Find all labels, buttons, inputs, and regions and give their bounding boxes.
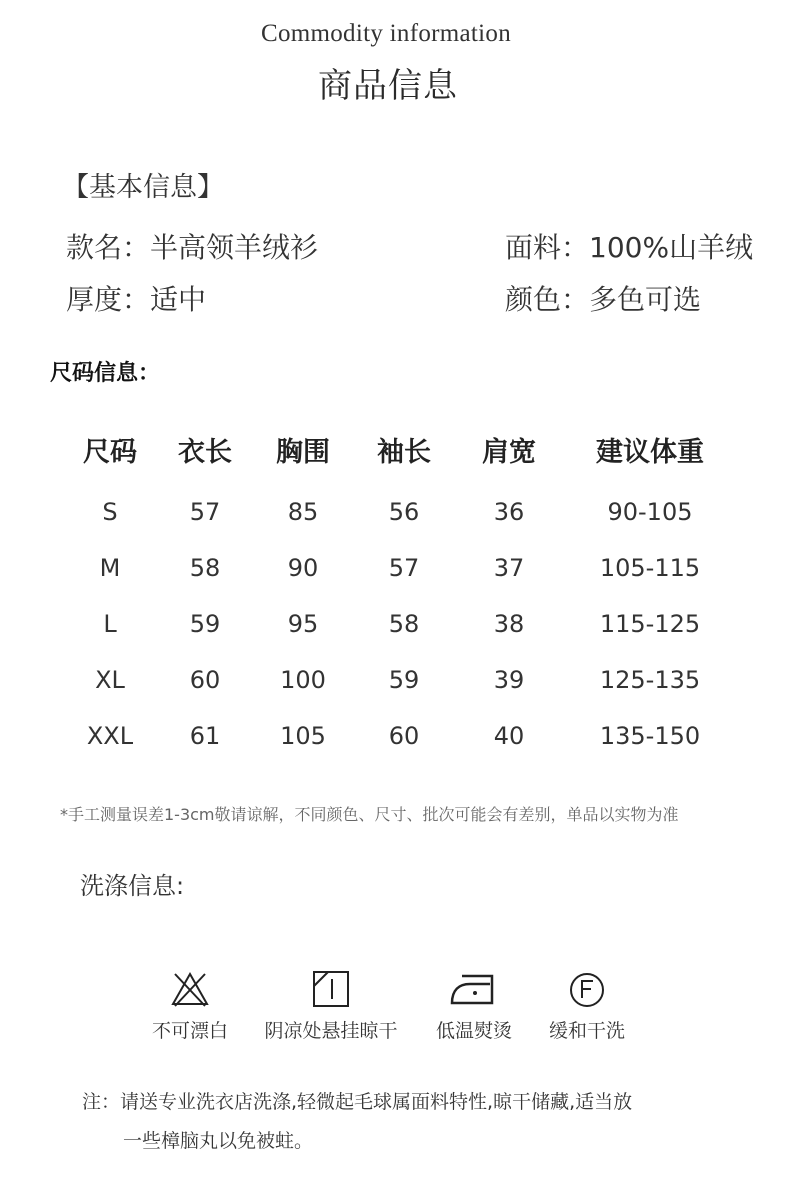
- fabric-value: 100%山羊绒: [589, 231, 754, 264]
- iron-low-icon: [448, 968, 500, 1010]
- cell-chest: 105: [280, 722, 326, 750]
- cell-size: L: [103, 610, 117, 638]
- cell-chest: 85: [287, 498, 319, 526]
- cell-shoulder: 38: [493, 610, 525, 638]
- basic-info-heading: 【基本信息】: [62, 172, 224, 203]
- care-label-iron-low: 低温熨烫: [435, 1020, 512, 1042]
- cell-shoulder: 36: [493, 498, 525, 526]
- cell-length: 57: [189, 498, 221, 526]
- cell-size: XL: [95, 666, 125, 694]
- cell-size: XXL: [86, 722, 134, 750]
- color-value: 多色可选: [589, 283, 702, 316]
- cell-shoulder: 39: [493, 666, 525, 694]
- style-name-label: 款名：: [66, 231, 151, 264]
- care-label-dry-clean: 缓和干洗: [548, 1020, 625, 1042]
- cell-sleeve: 58: [388, 610, 420, 638]
- cell-sleeve: 59: [388, 666, 420, 694]
- title-english: Commodity information: [260, 20, 512, 47]
- care-label-line-dry-shade: 阴凉处悬挂晾干: [264, 1020, 398, 1042]
- cell-chest: 100: [280, 666, 326, 694]
- cell-sleeve: 56: [388, 498, 420, 526]
- title-chinese: 商品信息: [318, 66, 458, 106]
- care-item-line-dry-shade: [261, 968, 401, 1043]
- care-item-no-bleach: [120, 968, 260, 1043]
- cell-size: M: [99, 554, 121, 582]
- thickness-value: 适中: [150, 283, 207, 316]
- care-label-no-bleach: 不可漂白: [151, 1020, 228, 1042]
- wash-note-line-2: 一些樟脑丸以免被蛀。: [123, 1130, 314, 1152]
- thickness-label: 厚度：: [66, 283, 151, 316]
- cell-sleeve: 57: [388, 554, 420, 582]
- cell-sleeve: 60: [388, 722, 420, 750]
- wash-info-heading: 洗涤信息:: [80, 872, 185, 900]
- thickness-row: [66, 278, 206, 318]
- fabric-row: [505, 226, 753, 266]
- wash-note-line-1: 注：请送专业洗衣店洗涤,轻微起毛球属面料特性,晾干储藏,适当放: [82, 1091, 633, 1113]
- table-header-length: 衣长: [178, 437, 232, 468]
- cell-length: 58: [189, 554, 221, 582]
- dry-clean-f-icon: [566, 968, 608, 1010]
- cell-weight: 125-135: [599, 666, 701, 694]
- style-name-row: [66, 226, 318, 266]
- measurement-note: *手工测量误差1-3cm敬请谅解，不同颜色、尺寸、批次可能会有差别，单品以实物为准: [60, 805, 679, 824]
- table-header-weight: 建议体重: [596, 437, 704, 468]
- cell-shoulder: 37: [493, 554, 525, 582]
- cell-weight: 90-105: [607, 498, 693, 526]
- color-label: 颜色：: [505, 283, 590, 316]
- cell-weight: 115-125: [599, 610, 701, 638]
- cell-length: 59: [189, 610, 221, 638]
- table-header-chest: 胸围: [276, 437, 330, 468]
- cell-chest: 95: [287, 610, 319, 638]
- no-bleach-icon: [169, 968, 211, 1010]
- cell-length: 60: [189, 666, 221, 694]
- cell-chest: 90: [287, 554, 319, 582]
- fabric-label: 面料：: [505, 231, 590, 264]
- table-header-size: 尺码: [83, 437, 137, 468]
- line-dry-shade-icon: [310, 968, 352, 1010]
- table-header-shoulder: 肩宽: [482, 437, 536, 468]
- style-name-value: 半高领羊绒衫: [150, 231, 319, 264]
- cell-weight: 105-115: [599, 554, 701, 582]
- table-header-sleeve: 袖长: [377, 437, 431, 468]
- color-row: [505, 278, 701, 318]
- cell-size: S: [102, 498, 118, 526]
- cell-weight: 135-150: [599, 722, 701, 750]
- care-item-dry-clean: [517, 968, 657, 1043]
- size-info-heading: 尺码信息：: [50, 361, 161, 386]
- cell-length: 61: [189, 722, 221, 750]
- cell-shoulder: 40: [493, 722, 525, 750]
